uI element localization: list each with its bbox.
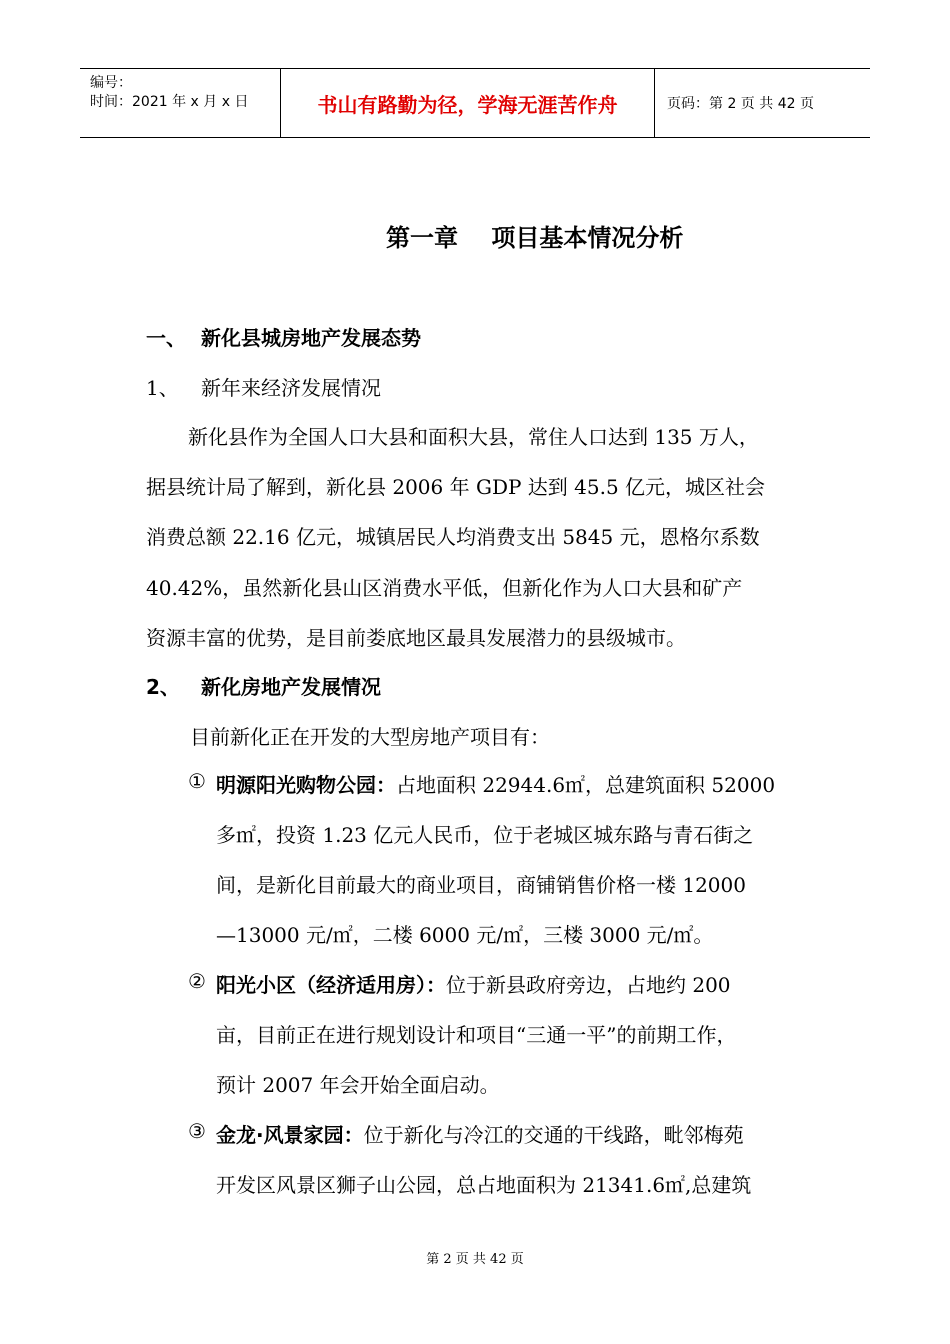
list-item xyxy=(216,769,775,798)
list-item xyxy=(216,969,731,998)
item-text: 占地面积 22944.6㎡，总建筑面积 52000 xyxy=(396,773,776,797)
item-name: 金龙·风景家园： xyxy=(216,1123,364,1147)
subsection-title: 新年来经济发展情况 xyxy=(201,376,381,400)
time-label: 时间：2021 年 x 月 x 日 xyxy=(90,94,249,110)
paragraph-line: 据县统计局了解到，新化县 2006 年 GDP 达到 45.5 亿元，城区社会 xyxy=(146,475,766,499)
list-marker: ② xyxy=(188,969,206,993)
item-text: 位于新化与冷江的交通的干线路，毗邻梅苑 xyxy=(363,1123,744,1147)
header-meta-cell xyxy=(80,69,281,137)
subsection-number: 1、 xyxy=(146,376,179,400)
page-footer: 第 2 页 共 42 页 xyxy=(426,1252,524,1267)
item-text: 亩，目前正在进行规划设计和项目“三通一平”的前期工作， xyxy=(216,1023,737,1047)
item-text: 开发区风景区狮子山公园，总占地面积为 21341.6㎡,总建筑 xyxy=(216,1173,752,1197)
item-name: 阳光小区（经济适用房）： xyxy=(216,973,446,997)
page-header xyxy=(80,68,870,138)
item-text: 预计 2007 年会开始全面启动。 xyxy=(216,1073,500,1097)
chapter-title: 第一章 项目基本情况分析 xyxy=(386,224,684,252)
item-text: 间，是新化目前最大的商业项目，商铺销售价格一楼 12000 xyxy=(216,873,746,897)
header-page-info: 页码：第 2 页 共 42 页 xyxy=(667,96,814,112)
item-text: 位于新县政府旁边，占地约 200 xyxy=(446,973,731,997)
list-marker: ① xyxy=(188,769,206,793)
paragraph-line: 资源丰富的优势，是目前娄底地区最具发展潜力的县级城市。 xyxy=(146,626,686,650)
code-label: 编号： xyxy=(90,75,132,91)
item-text: —13000 元/㎡，二楼 6000 元/㎡，三楼 3000 元/㎡。 xyxy=(216,923,714,947)
list-marker: ③ xyxy=(188,1119,206,1143)
list-item xyxy=(216,1119,744,1148)
subsection-title: 新化房地产发展情况 xyxy=(201,675,381,699)
intro-line: 目前新化正在开发的大型房地产项目有： xyxy=(190,725,550,749)
section-title: 新化县城房地产发展态势 xyxy=(201,326,421,350)
paragraph-line: 新化县作为全国人口大县和面积大县，常住人口达到 135 万人， xyxy=(188,425,759,449)
item-text: 多㎡，投资 1.23 亿元人民币，位于老城区城东路与青石街之 xyxy=(216,823,754,847)
paragraph-line: 消费总额 22.16 亿元，城镇居民人均消费支出 5845 元，恩格尔系数 xyxy=(146,525,760,549)
header-motto-cell xyxy=(281,69,655,137)
subsection-number: 2、 xyxy=(146,675,180,699)
motto: 书山有路勤为径，学海无涯苦作舟 xyxy=(317,92,618,117)
section-number: 一、 xyxy=(146,326,186,350)
item-name: 明源阳光购物公园： xyxy=(216,773,396,797)
paragraph-line: 40.42%，虽然新化县山区消费水平低，但新化作为人口大县和矿产 xyxy=(146,576,743,600)
